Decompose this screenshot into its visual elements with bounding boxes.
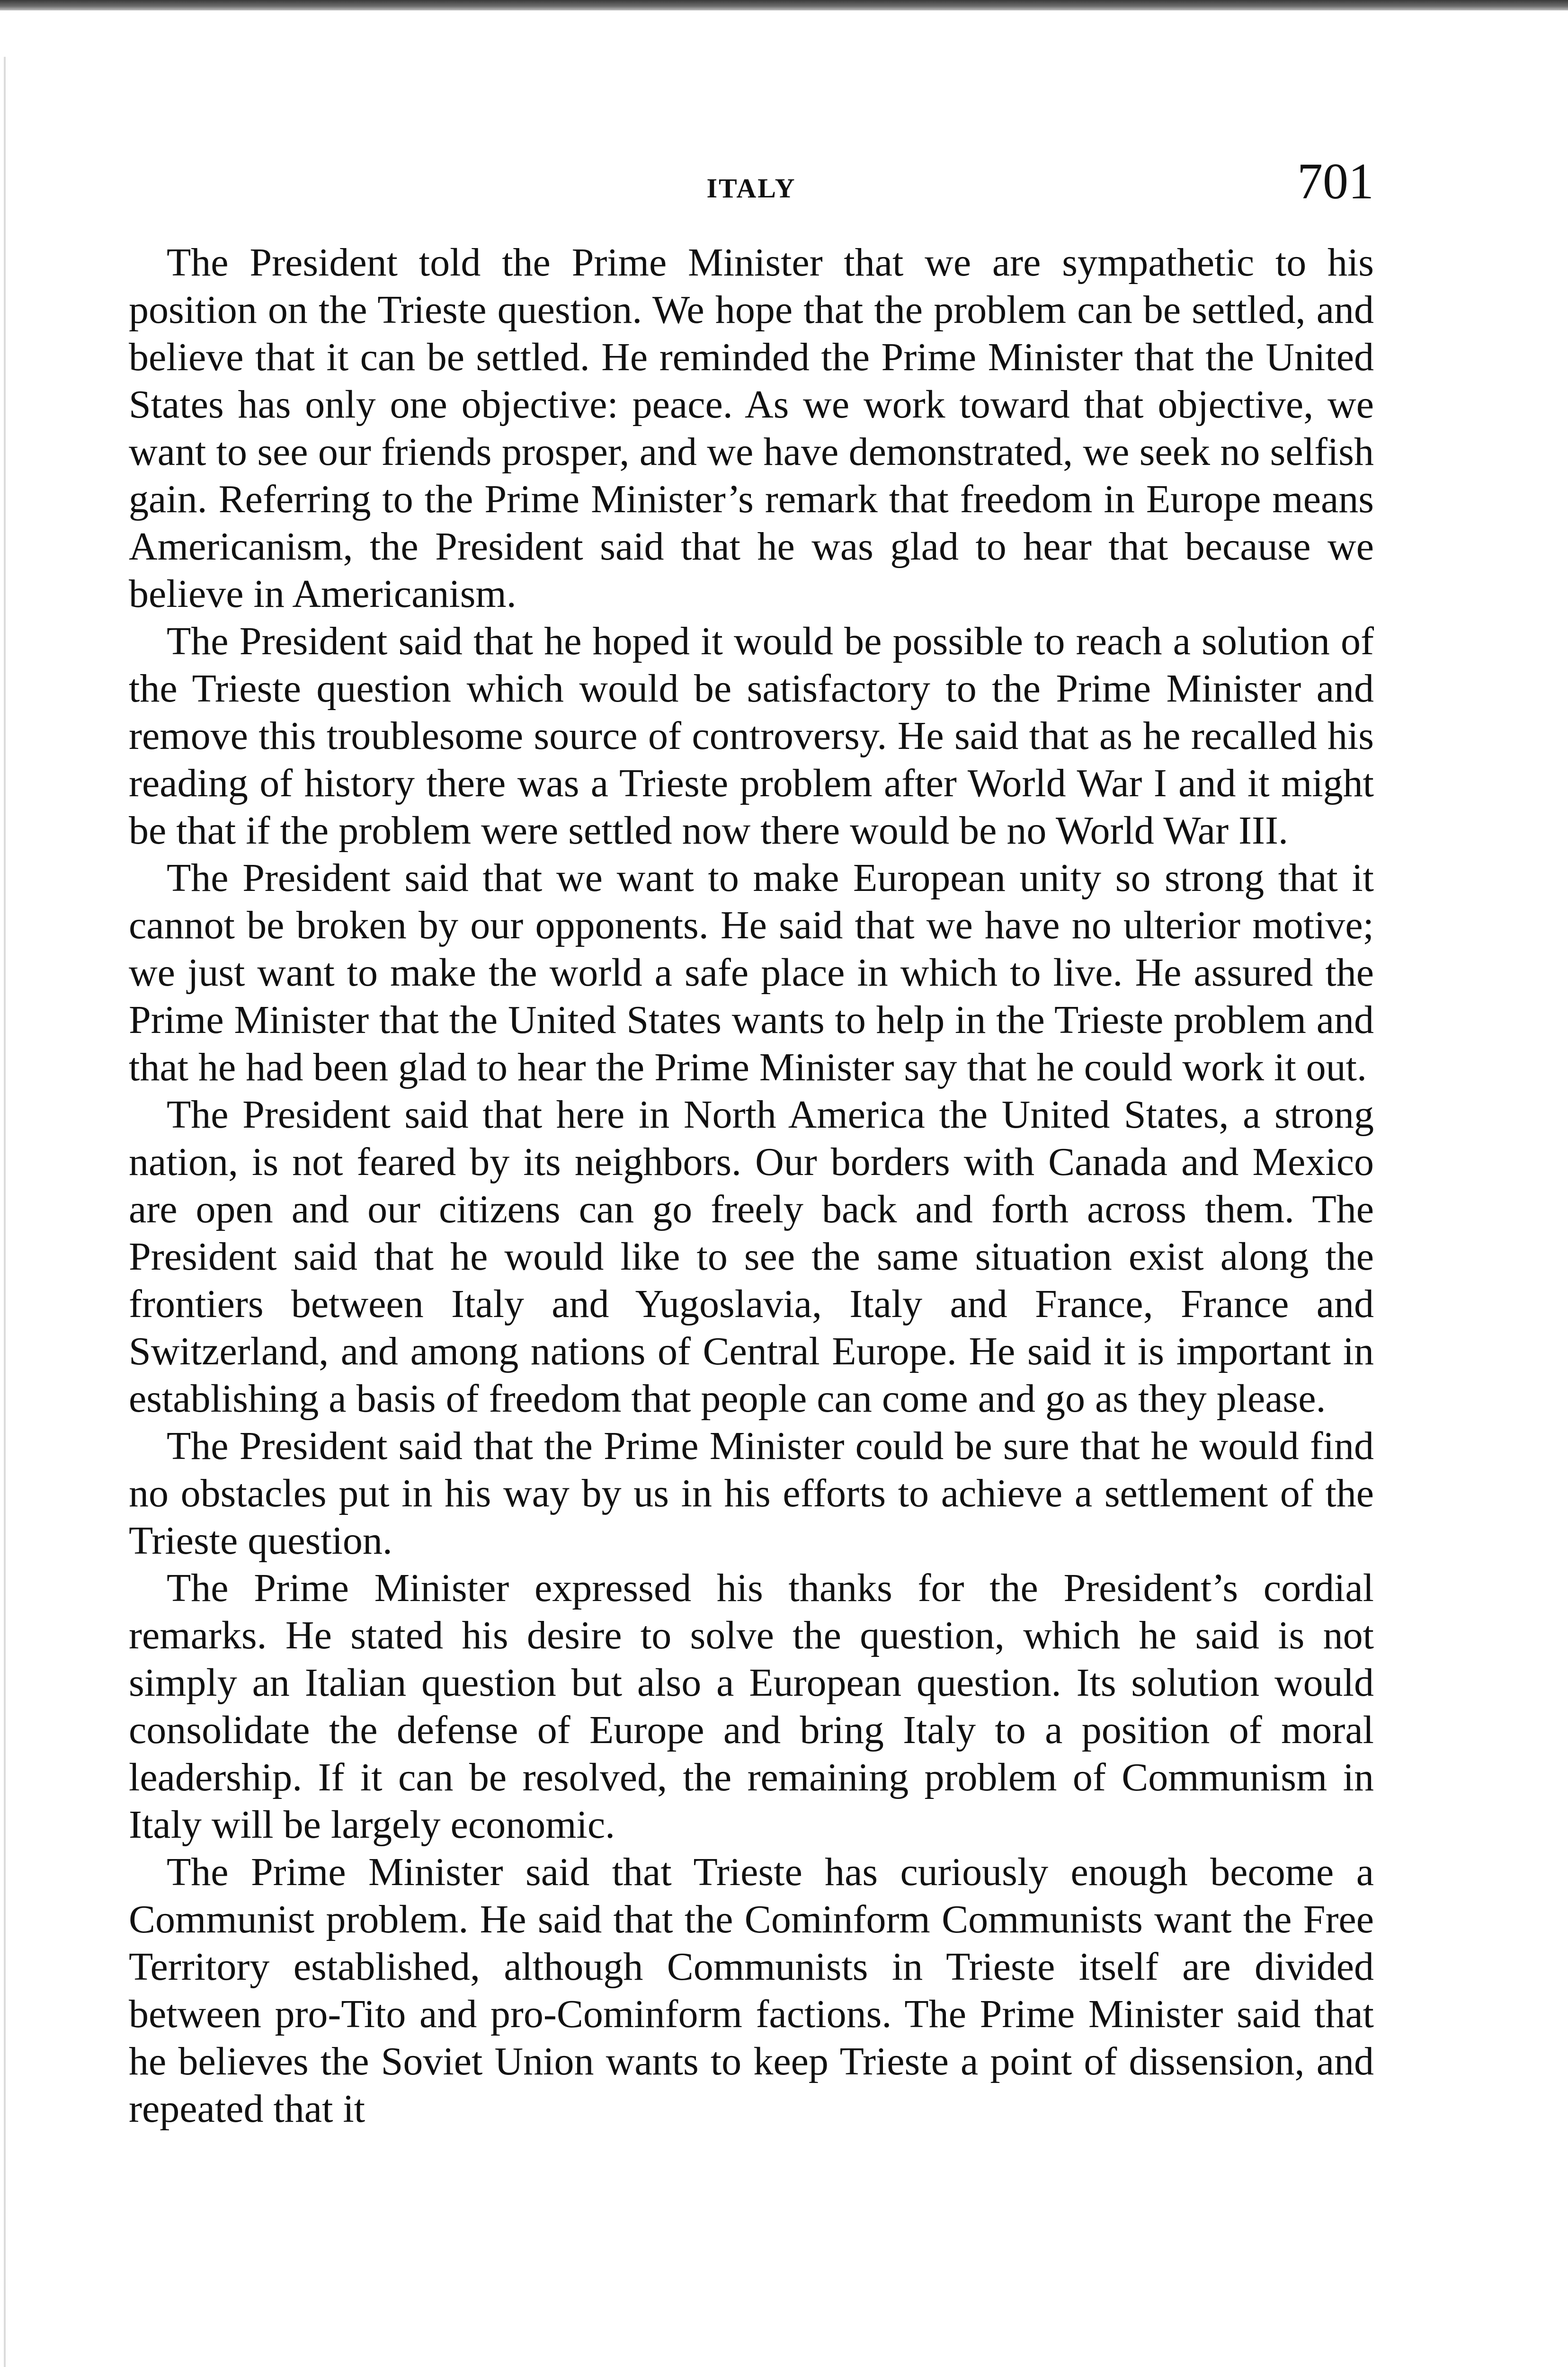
paragraph-7: The Prime Minister said that Trieste has curiously enough become a Communist problem. He said that the Cominform Communists want the Free Territory established, although Communists in Trieste itself are divided between pro-Tito and pro-Cominform factions. The Prime Minister said that he believes the Soviet Union wants to keep Trieste a point of dissension, and repeated that it — [129, 1850, 1374, 2131]
left-page-edge — [4, 57, 6, 2367]
paragraph-1: The President told the Prime Minister that we are sympathetic to his position on the Trieste question. We hope that the problem can be settled, and believe that it can be settled. He reminded the Prime Minister that the United States has only one objective: peace. As we work toward that objective, we want to see our friends prosper, and we have demonstrated, we seek no selfish gain. Referring to the Prime Minister’s remark that freedom in Europe means Americanism, the President said that he was glad to hear that because we believe in Americanism. — [129, 240, 1374, 616]
running-head: ITALY — [706, 173, 796, 204]
paragraph-5: The President said that the Prime Minister could be sure that he would find no obstacles put in his way by us in his efforts to achieve a settlement of the Trieste question. — [129, 1424, 1374, 1563]
paragraph-2: The President said that he hoped it would be possible to reach a solution of the Trieste question which would be satisfactory to the Prime Minister and remove this troublesome source of controversy. He said that as he recalled his reading of history there was a Trieste problem after World War I and it might be that if the problem were settled now there would be no World War III. — [129, 619, 1374, 853]
body-text — [129, 239, 1374, 2133]
paragraph-6: The Prime Minister expressed his thanks for the President’s cordial remarks. He stated his desire to solve the question, which he said is not simply an Italian question but also a European question. Its solution would consolidate the defense of Europe and bring Italy to a position of moral leadership. If it can be resolved, the remaining problem of Communism in Italy will be largely economic. — [129, 1566, 1374, 1847]
top-edge-rule — [0, 0, 1568, 10]
paragraph-3: The President said that we want to make European unity so strong that it cannot be broken by our opponents. He said that we have no ulterior motive; we just want to make the world a safe place in which to live. He assured the Prime Minister that the United States wants to help in the Trieste problem and that he had been glad to hear the Prime Minister say that he could work it out. — [129, 856, 1374, 1089]
page-number: 701 — [1297, 153, 1374, 210]
paragraph-4: The President said that here in North America the United States, a strong nation, is not feared by its neighbors. Our borders with Canada and Mexico are open and our citizens can go freely back and forth across them. The President said that he would like to see the same situation exist along the frontiers between Italy and Yugoslavia, Italy and France, France and Switzerland, and among nations of Central Europe. He said it is important in establishing a basis of freedom that people can come and go as they please. — [129, 1093, 1374, 1421]
page-header — [129, 153, 1374, 218]
